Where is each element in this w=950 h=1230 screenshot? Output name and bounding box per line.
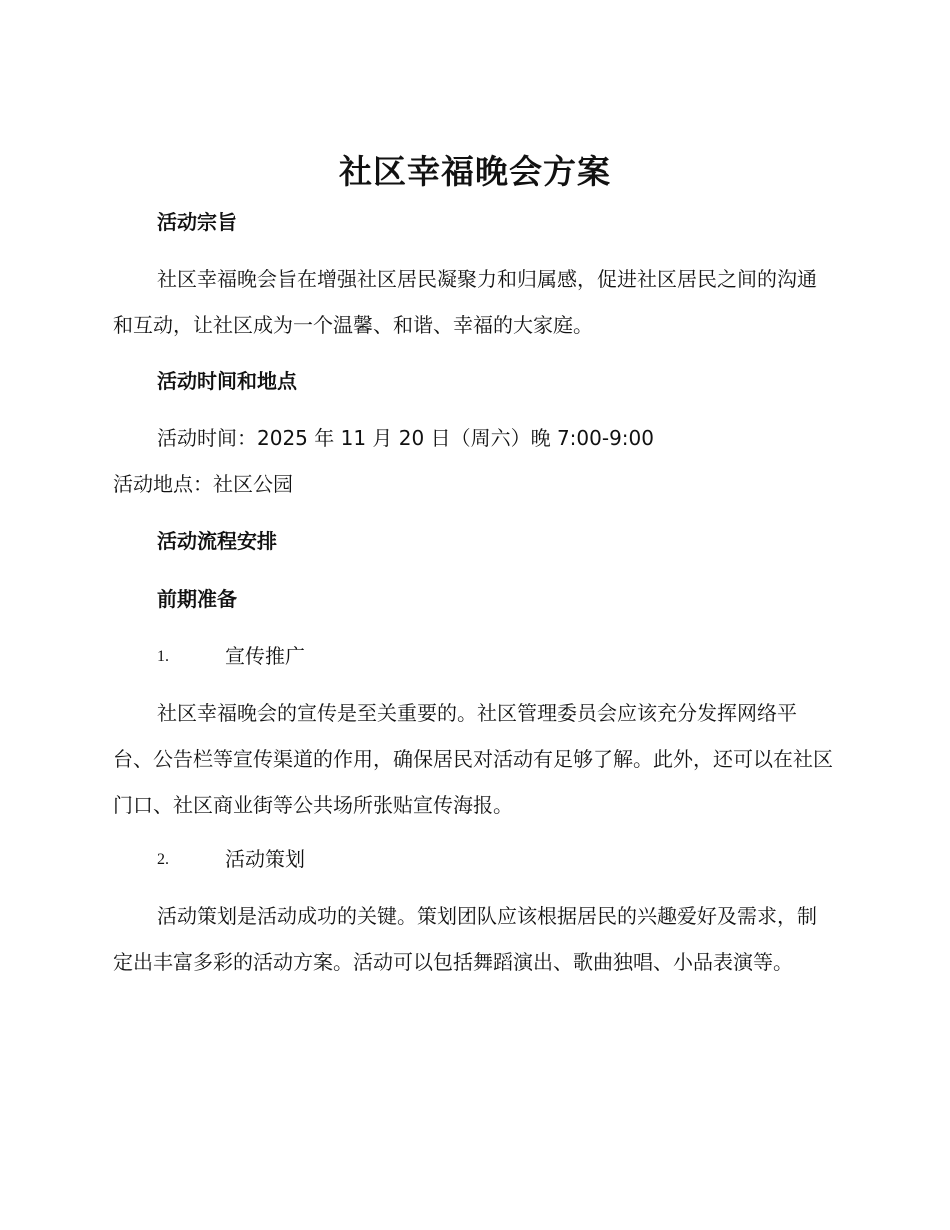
- list-item-number: 1.: [157, 648, 169, 665]
- planning-paragraph: 活动策划是活动成功的关键。策划团队应该根据居民的兴趣爱好及需求，制定出丰富多彩的活动方案。活动可以包括舞蹈演出、歌曲独唱、小品表演等。: [113, 904, 817, 974]
- heading-purpose: 活动宗旨: [157, 210, 237, 234]
- event-place: 活动地点：社区公园: [113, 472, 293, 496]
- list-item-number: 2.: [157, 851, 169, 868]
- heading-flow: 活动流程安排: [157, 529, 277, 553]
- list-item-label-planning: 活动策划: [225, 847, 305, 871]
- purpose-paragraph: 社区幸福晚会旨在增强社区居民凝聚力和归属感，促进社区居民之间的沟通和互动，让社区成为一个温馨、和谐、幸福的大家庭。: [113, 267, 817, 337]
- event-time: 活动时间：2025 年 11 月 20 日（周六）晚 7:00-9:00: [157, 426, 654, 450]
- list-item-label-promotion: 宣传推广: [225, 644, 305, 668]
- promotion-paragraph: 社区幸福晚会的宣传是至关重要的。社区管理委员会应该充分发挥网络平台、公告栏等宣传渠道的作用，确保居民对活动有足够了解。此外，还可以在社区门口、社区商业街等公共场所张贴宣传海报。: [113, 701, 833, 817]
- heading-time-place: 活动时间和地点: [157, 369, 297, 393]
- heading-preparation: 前期准备: [157, 587, 237, 611]
- document-title: 社区幸福晚会方案: [339, 152, 611, 191]
